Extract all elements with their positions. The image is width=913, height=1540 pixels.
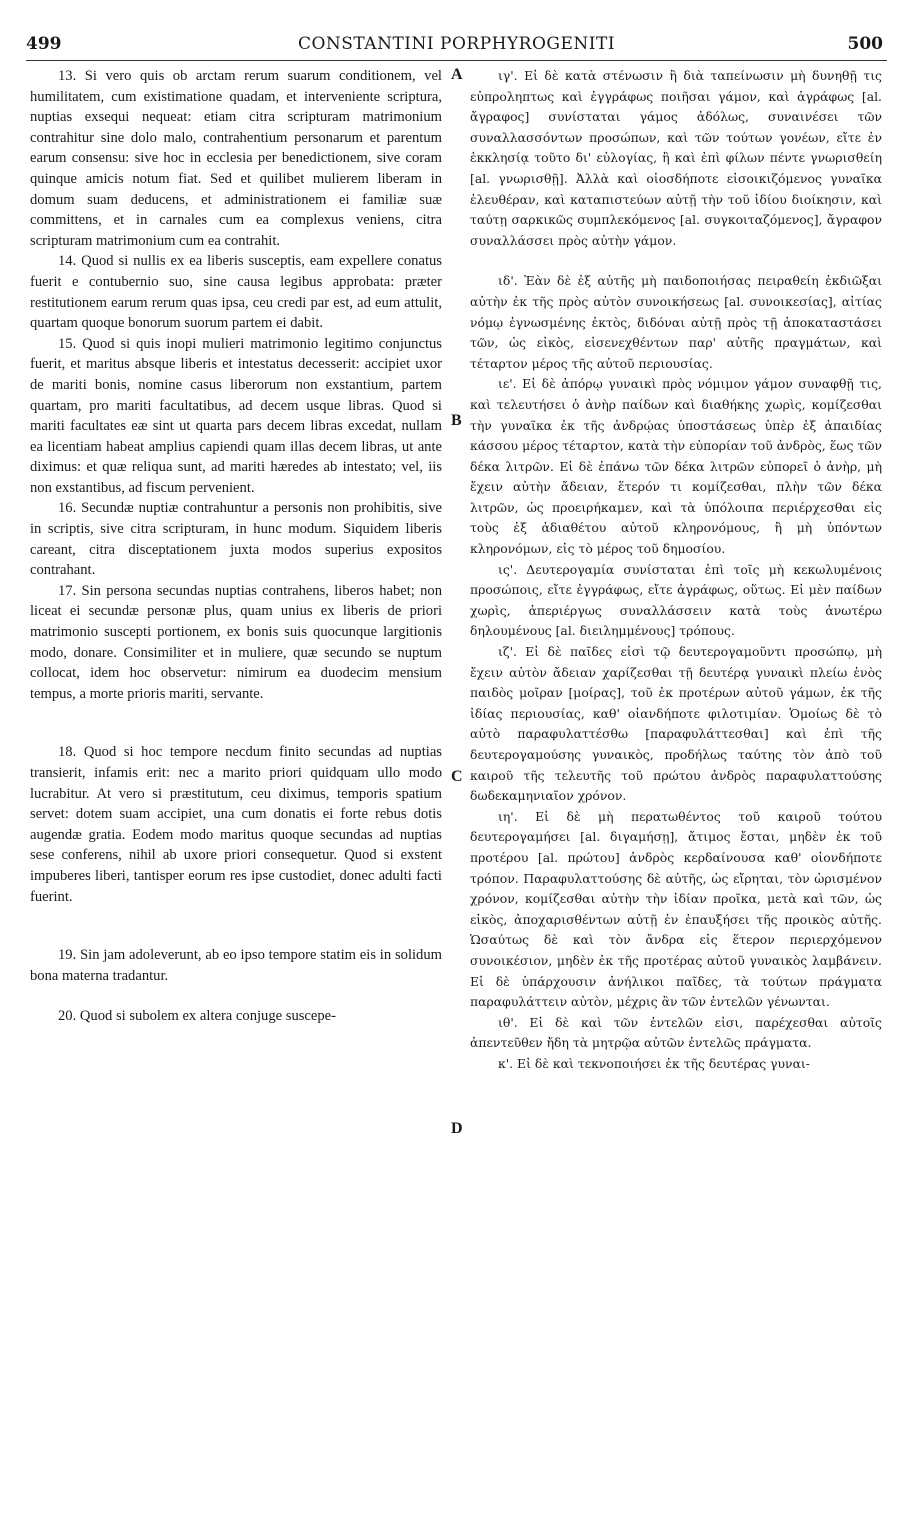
greek-paragraph-18: ιη'. Εἰ δὲ μὴ περατωθέντος τοῦ καιροῦ τούτου δευτερογαμήσει [al. διγαμήσῃ], ἄτιμος ἔσται, μηδὲν ἐκ τοῦ προτέρου [al. πρώτου] ἀνδρὸς κερδαίνουσα καθ' οἱονδήποτε τρόπον. Παραφυλαττούσης δὲ αὐτῆς, ὡς εἴρηται, τὸν ὡρισμένον χρόνον, κομίζεσθαι αὐτὴν τὴν ἰδίαν προῖκα, μετὰ καὶ τῶν, ὡς εἰκὸς, ἀποχαρισθέντων αὐτῇ ἐν ἐπαυξήσει τῆς προικὸς αὐτῆς. Ὡσαύτως δὲ καὶ τὸν ἄνδρα εἰς ἕτερον περιερχόμενον συνοικέσιον, μηδὲν ἐκ τῆς προτέρας αὐτοῦ γυναικὸς λαμβάνειν. Εἰ δὲ ὑπάρχουσιν ἀνήλικοι παῖδες, τὰ τούτων πράγματα παραφυλάττειν αὐτὸν, μέχρις ἂν τῶν ἐντελῶν γένωνται. [470,808,882,1010]
latin-spacer [30,986,442,1006]
greek-paragraph-16: ις'. Δευτερογαμία συνίσταται ἐπὶ τοῖς μὴ κεκωλυμένοις προσώποις, εἴτε ἐγγράφως, εἴτε ἀγράφως, οὕτως. Εἰ μὲν παίδων χωρὶς, ἀπεριέργως συναλλάσσειν κατὰ τοὺς ἀνωτέρω δηλουμένους [al. διειλημμένους] τρόπους. [470,561,882,639]
margin-letter-a: A [451,66,463,83]
page-header [0,34,913,58]
latin-paragraph-14: 14. Quod si nullis ex ea liberis susceptis, eam expellere conatus fuerit e contubernio suo, sine causa legibus approbata: præter restitutionem earum rerum quas ipsa, ceu credi par est, ad eum attulit, quartam quoque bonorum suorum partem ei dabit. [30,253,442,332]
greek-paragraph-20: κ'. Εἰ δὲ καὶ τεκνοποιήσει ἐκ τῆς δευτέρας γυναι- [498,1055,810,1071]
margin-letter-c: C [451,768,463,785]
greek-paragraph-13: ιγ'. Εἰ δὲ κατὰ στένωσιν ἢ διὰ ταπείνωσιν μὴ δυνηθῇ τις εὐπροληπτως καὶ ἐγγράφως ποιῆσαι γάμον, καὶ ἀγράφως [al. ἄγραφος] συνίσταται γάμος ἀδόλως, συναινέσει τῶν συναλλασσόντων προσώπων, καὶ τῶν τούτων γονέων, εἴτε ἐν ἐκκλησίᾳ τοῦτο δι' εὐλογίας, ἢ καὶ ἐπὶ φίλων πέντε γνωρισθείη [al. γνωρισθῇ]. Ἀλλὰ καὶ οἱοσδήποτε εἰσοικιζόμενος γυναῖκα ἐλευθέραν, καὶ καταπιστεύων αὐτῇ τὴν τοῦ ἰδίου διοίκησιν, καὶ ταύτῃ σαρκικῶς συμπλεκόμενος [al. συγκοιταζόμενος], ἄγραφον συναλλάσσει πρὸς αὐτὴν γάμον. [470,68,882,248]
latin-column [30,66,442,1027]
page-number-left: 499 [26,34,62,54]
margin-letter-d: D [451,1120,463,1137]
latin-paragraph-19: 19. Sin jam adoleverunt, ab eo ipso tempore statim eis in solidum bona materna tradantur. [30,947,442,984]
greek-paragraph-19: ιθ'. Εἰ δὲ καὶ τῶν ἐντελῶν εἰσι, παρέχεσθαι αὐτοῖς ἀπεντεῦθεν ἤδη τὰ μητρῷα αὐτῶν ἐντελῶς πράγματα. [470,1014,882,1051]
latin-paragraph-13: 13. Si vero quis ob arctam rerum suarum conditionem, vel humilitatem, cum existimatione quadam, et interveniente scriptura, nuptias exsequi nequeat: etiam citra scripturam matrimonium contrahitur sine dolo malo, contrahentium personarum et parentum earum consensu: sive hoc in ecclesia per benedictionem, sive coram quinque amicis notum fiat. Sed et quilibet mulierem liberam in domum suam deducens, et administrationem ei familiæ suæ committens, et in carnales cum ea complexus veniens, citra scripturam matrimonium cum ea contrahit. [30,68,442,249]
greek-spacer [470,251,882,271]
latin-paragraph-18: 18. Quod si hoc tempore necdum finito secundas ad nuptias transierit, infamis erit: nec a marito priori quidquam ullo modo lucrabitur. At vero si præstitutum, ceu diximus, temporis spatium servet: dotem suam accipiet, una cum donatis ei forte rebus dotis augendæ gratia. Eodem modo maritus quoque secundas ad nuptias sese conferens, nihil ab uxore priori consequetur. Quod si exstent impuberes liberi, tantisper eorum res ipse custodiet, donec adulti facti fuerint. [30,744,442,905]
latin-paragraph-20: 20. Quod si subolem ex altera conjuge suscepe- [58,1008,337,1025]
latin-spacer [30,907,442,945]
margin-letter-b: B [451,412,462,429]
running-title: CONSTANTINI PORPHYROGENITI [297,34,616,54]
latin-paragraph-16: 16. Secundæ nuptiæ contrahuntur a personis non prohibitis, sive in scriptis, sive citra scripturam, in hunc modum. Siquidem liberis careant, citra disceptationem juxta modos superius expositos contrahant. [30,500,442,579]
latin-paragraph-17: 17. Sin persona secundas nuptias contrahens, liberos habet; non liceat ei secundæ personæ plus, quam unius ex liberis de priori matrimonio suscepti portionem, ex bonis suis quocunque largitionis modo, donare. Consimiliter et in muliere, quæ secundo se nuptum collocat, idem hoc observetur: nimirum ea duodecim mensium tempus, a morte prioris mariti, servante. [30,582,442,702]
greek-paragraph-17: ιζ'. Εἰ δὲ παῖδες εἰσὶ τῷ δευτερογαμοῦντι προσώπῳ, μὴ ἔχειν αὐτὸν ἄδειαν χαρίζεσθαι τῇ δευτέρᾳ γυναικὶ πλείω ἑνὸς παιδὸς μοῖραν [μοίρας], τοῦ ἐκ προτέρων αὐτοῦ γάμων, ἐκ τῆς ἰδίας περιουσίας, καθ' οἱανδήποτε φιλοτιμίαν. Ὁμοίως δὲ τὸ αὐτὸ παραφυλαττέσθω [παραφυλάττεσθαι] καὶ ἐπὶ τῆς δευτερογαμούσης γυναικὸς, προδήλως ταύτης τὸν ἀπὸ τοῦ καιροῦ τῆς τελευτῆς τοῦ πρώτου ἀνδρὸς παραφυλαττούσης δωδεκαμηνιαῖον χρόνον. [470,644,882,804]
latin-spacer [30,704,442,742]
page-number-right: 500 [847,34,883,54]
greek-column [470,66,882,1075]
latin-paragraph-15: 15. Quod si quis inopi mulieri matrimonio legitimo conjunctus fuerit, et maritus absque liberis et intestatus decesserit: accipiet uxor de mariti bonis, nomine casus liberorum non exstantium, partem quartam, pro mariti facultatibus, ad decem usque libras. Quod si mariti facultates eæ sint ut quarta pars decem libras excedat, nullam ea licentiam habeat amplius capiendi quam illas decem libras, ut ante diximus: et quæ reliqua sunt, ad mariti hæredes ab intestato; vel, iis non exstantibus, ad fiscum pervenient. [30,335,442,496]
greek-paragraph-15: ιε'. Εἰ δὲ ἀπόρῳ γυναικὶ πρὸς νόμιμον γάμον συναφθῇ τις, καὶ τελευτήσει ὁ ἀνὴρ παίδων καὶ διαθήκης χωρὶς, κομίζεσθαι τὴν γυναῖκα ἐκ τῆς ἀνδρῴας ὑποστάσεως ὑπὲρ ἐξ ἀπαιδίας κάσσου μέρος τέταρτον, κατὰ τὴν εὐπορίαν τοῦ ἀνδρὸς, ἕως τῶν δέκα λιτρῶν. Εἰ δὲ ἐπάνω τῶν δέκα λιτρῶν εὐπορεῖ ὁ ἀνὴρ, μὴ ἔχειν αὐτὴν ἄδειαν, ἕτερόν τι κομίζεσθαι, πλὴν τῶν δέκα λιτρῶν, ὡς προειρήκαμεν, καὶ τὰ ὑπόλοιπα περιέρχεσθαι εἰς τοὺς ἐξ ἀδιαθέτου αὐτοῦ κληρονόμους, ἢ μὴ ὑπόντων κληρονόμων, εἰς τὸ μέρος τοῦ δημοσίου. [470,376,882,557]
greek-paragraph-14: ιδ'. Ἐὰν δὲ ἐξ αὐτῆς μὴ παιδοποιήσας πειραθείη ἐκδιῶξαι αὐτὴν ἐκ τῆς πρὸς αὐτὸν συνοικήσεως [al. συνοικεσίας], αἰτίας νόμῳ ἐγνωσμένης ἐκτὸς, διδόναι αὐτῇ πρὸς τῇ ἀποκαταστάσει τῶν, ὡς εἰκὸς, εἰσενεχθέντων παρ' αὐτῆς πραγμάτων, καὶ τέταρτον μέρος τῆς αὐτοῦ περιουσίας. [470,273,882,371]
header-rule [26,60,887,61]
